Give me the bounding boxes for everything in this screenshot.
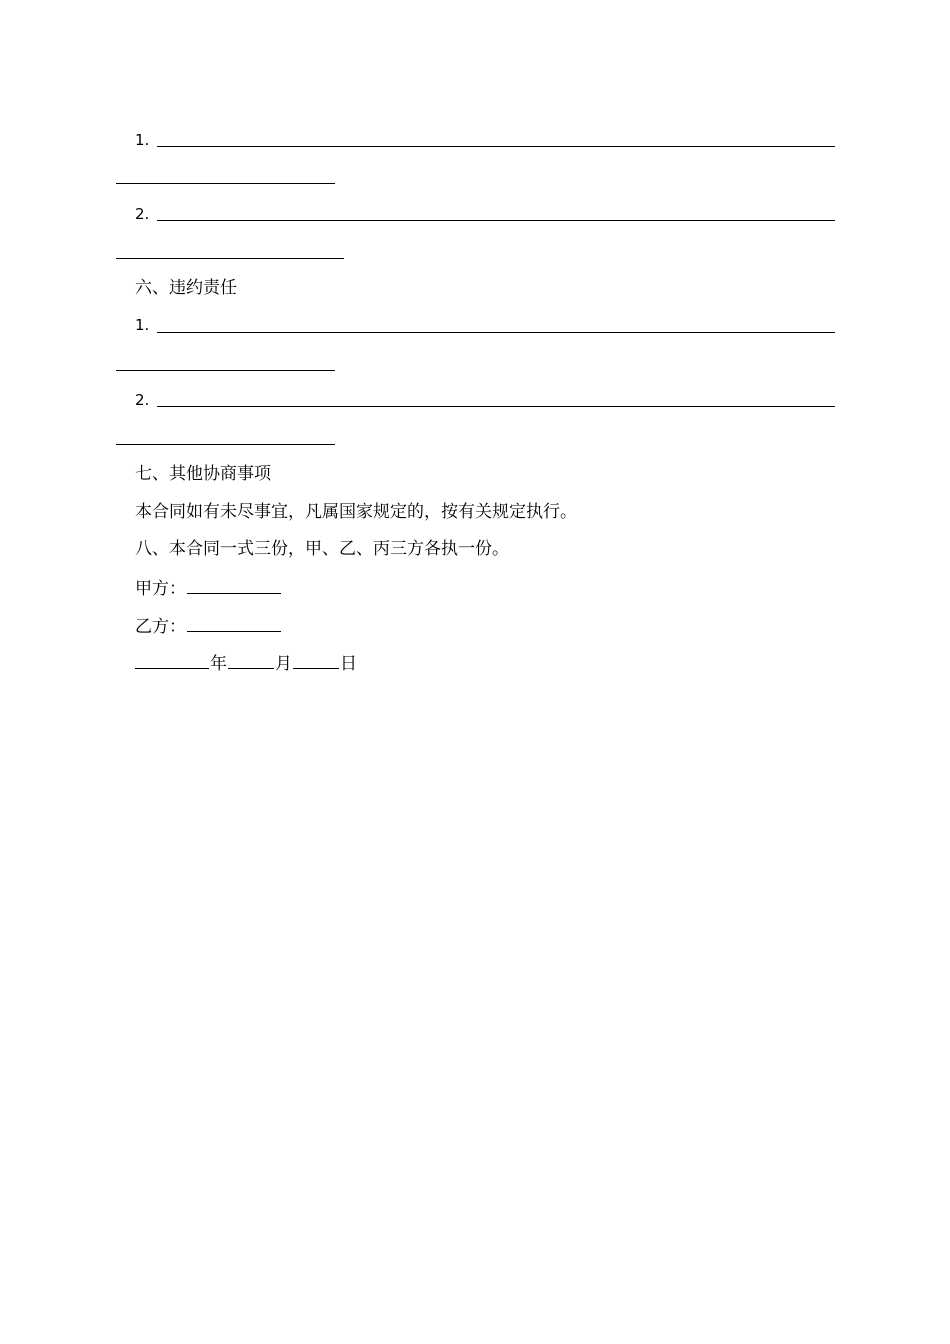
month-label: 月 (275, 654, 292, 674)
fill-in-line (116, 183, 335, 184)
party-a-label: 甲方： (135, 579, 186, 599)
day-label: 日 (340, 654, 357, 674)
list-item-number: 1. (135, 131, 150, 149)
party-b-blank (187, 613, 281, 632)
section-heading: 六、违约责任 (135, 278, 237, 298)
section-heading: 八、本合同一式三份，甲、乙、丙三方各执一份。 (135, 539, 509, 559)
year-label: 年 (210, 654, 227, 674)
fill-in-line (116, 258, 344, 259)
date-line (135, 650, 357, 676)
body-paragraph: 本合同如有未尽事宜，凡属国家规定的，按有关规定执行。 (135, 502, 577, 522)
fill-in-line (116, 444, 335, 445)
party-a-blank (187, 575, 281, 594)
party-a-signature (135, 575, 282, 601)
month-blank (228, 650, 274, 669)
day-blank (293, 650, 339, 669)
fill-in-line (157, 406, 835, 407)
list-item-number: 2. (135, 391, 150, 409)
year-blank (135, 650, 209, 669)
list-item-number: 2. (135, 205, 150, 223)
fill-in-line (157, 332, 835, 333)
fill-in-line (157, 146, 835, 147)
fill-in-line (116, 370, 335, 371)
party-b-signature (135, 613, 282, 639)
party-b-label: 乙方： (135, 617, 186, 637)
fill-in-line (157, 220, 835, 221)
section-heading: 七、其他协商事项 (135, 464, 271, 484)
list-item-number: 1. (135, 316, 150, 334)
